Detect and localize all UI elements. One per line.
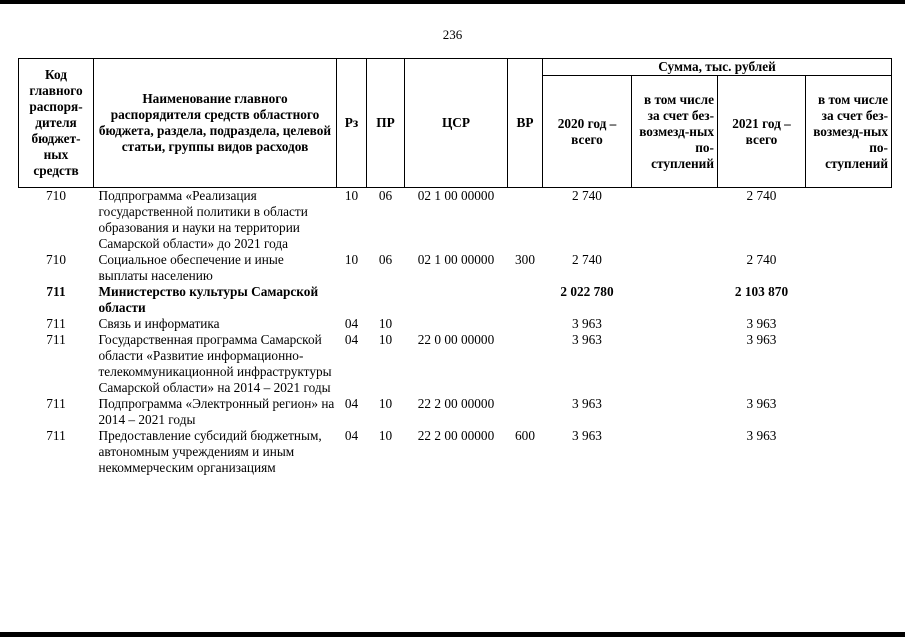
table-row bbox=[19, 332, 892, 396]
header-2021-free: в том числе за счет без-возмезд-ных по-ступлений bbox=[806, 76, 892, 188]
row-name: Подпрограмма «Электронный регион» на 2014 – 2021 годы bbox=[98, 396, 335, 427]
header-vr: ВР bbox=[508, 59, 543, 188]
row-name: Государственная программа Самарской области «Развитие информационно-телекоммуникационной инфраструктуры Самарской области» на 2014 – 2021 годы bbox=[98, 332, 332, 395]
row-2021-total: 3 963 bbox=[746, 428, 777, 443]
table-header bbox=[19, 59, 892, 188]
top-rule bbox=[0, 0, 905, 4]
row-2020-total: 3 963 bbox=[572, 332, 602, 347]
header-2020-free: в том числе за счет без-возмезд-ных по-ступлений bbox=[632, 76, 718, 188]
row-2020-total: 2 022 780 bbox=[560, 284, 614, 299]
row-rz: 04 bbox=[344, 396, 359, 411]
row-code: 711 bbox=[46, 284, 66, 299]
row-csr: 22 2 00 00000 bbox=[417, 396, 495, 411]
row-2021-free bbox=[806, 188, 892, 253]
row-2020-total: 2 740 bbox=[572, 252, 602, 267]
table-row bbox=[19, 316, 892, 332]
row-2020-total: 3 963 bbox=[572, 316, 602, 331]
row-csr: 02 1 00 00000 bbox=[417, 252, 495, 267]
row-vr bbox=[508, 316, 543, 332]
row-csr bbox=[405, 316, 508, 332]
row-rz: 04 bbox=[344, 316, 359, 331]
row-code: 710 bbox=[46, 252, 66, 267]
row-2021-total: 3 963 bbox=[746, 316, 777, 331]
header-code: Код главного распоря-дителя бюджет-ных средств bbox=[19, 59, 94, 188]
row-code: 711 bbox=[46, 396, 66, 411]
header-rz: Рз bbox=[337, 59, 367, 188]
row-pr: 10 bbox=[378, 396, 393, 411]
row-2020-free bbox=[632, 316, 718, 332]
row-vr: 300 bbox=[515, 252, 535, 267]
row-2020-free bbox=[632, 396, 718, 428]
row-2020-free bbox=[632, 188, 718, 253]
header-2020-total: 2020 год – всего bbox=[543, 76, 632, 188]
row-rz bbox=[337, 284, 367, 316]
row-pr: 10 bbox=[378, 316, 393, 331]
row-vr bbox=[508, 284, 543, 316]
row-2021-free bbox=[806, 316, 892, 332]
row-rz: 10 bbox=[344, 188, 359, 203]
row-pr: 06 bbox=[378, 188, 393, 203]
row-2020-total: 3 963 bbox=[572, 428, 602, 443]
header-name: Наименование главного распорядителя средств областного бюджета, раздела, подраздела, целевой статьи, группы видов расходов bbox=[94, 59, 337, 188]
header-2021-total: 2021 год – всего bbox=[718, 76, 806, 188]
row-2020-free bbox=[632, 332, 718, 396]
row-name: Социальное обеспечение и иные выплаты населению bbox=[98, 252, 284, 283]
row-name: Предоставление субсидий бюджетным, автономным учреждениям и иным некоммерческим организациям bbox=[98, 428, 322, 475]
row-vr bbox=[508, 332, 543, 396]
row-vr bbox=[508, 396, 543, 428]
row-csr: 22 2 00 00000 bbox=[417, 428, 495, 443]
row-csr: 02 1 00 00000 bbox=[417, 188, 495, 203]
row-name: Министерство культуры Самарской области bbox=[98, 284, 319, 315]
row-2021-free bbox=[806, 332, 892, 396]
row-2021-free bbox=[806, 396, 892, 428]
row-pr: 10 bbox=[378, 332, 393, 347]
row-2021-free bbox=[806, 284, 892, 316]
table-row bbox=[19, 252, 892, 284]
row-code: 711 bbox=[46, 428, 66, 443]
row-vr: 600 bbox=[515, 428, 535, 443]
row-pr bbox=[367, 284, 405, 316]
bottom-rule bbox=[0, 632, 905, 637]
row-2021-free bbox=[806, 428, 892, 476]
row-2020-total: 2 740 bbox=[572, 188, 602, 203]
row-name: Подпрограмма «Реализация государственной политики в области образования и науки на территории Самарской области» до 2021 года bbox=[98, 188, 308, 251]
row-2020-free bbox=[632, 252, 718, 284]
table-row bbox=[19, 428, 892, 476]
header-csr: ЦСР bbox=[405, 59, 508, 188]
row-2021-total: 3 963 bbox=[746, 396, 777, 411]
page-number: 236 bbox=[442, 27, 463, 42]
row-2021-total: 2 103 870 bbox=[734, 284, 789, 299]
row-2021-total: 3 963 bbox=[746, 332, 777, 347]
row-csr: 22 0 00 00000 bbox=[417, 332, 495, 347]
row-pr: 10 bbox=[378, 428, 393, 443]
row-rz: 04 bbox=[344, 332, 359, 347]
row-code: 711 bbox=[46, 332, 66, 347]
table-row bbox=[19, 188, 892, 253]
row-name: Связь и информатика bbox=[98, 316, 220, 331]
header-pr: ПР bbox=[367, 59, 405, 188]
row-2021-free bbox=[806, 252, 892, 284]
row-2020-total: 3 963 bbox=[572, 396, 602, 411]
row-pr: 06 bbox=[378, 252, 393, 267]
row-csr bbox=[405, 284, 508, 316]
row-2020-free bbox=[632, 284, 718, 316]
row-2021-total: 2 740 bbox=[746, 252, 777, 267]
row-vr bbox=[508, 188, 543, 253]
row-2021-total: 2 740 bbox=[746, 188, 777, 203]
row-rz: 10 bbox=[344, 252, 359, 267]
row-2020-free bbox=[632, 428, 718, 476]
row-code: 711 bbox=[46, 316, 66, 331]
budget-table bbox=[18, 58, 892, 476]
table-row bbox=[19, 396, 892, 428]
row-code: 710 bbox=[46, 188, 66, 203]
row-rz: 04 bbox=[344, 428, 359, 443]
header-sum: Сумма, тыс. рублей bbox=[543, 59, 892, 76]
table-row bbox=[19, 284, 892, 316]
